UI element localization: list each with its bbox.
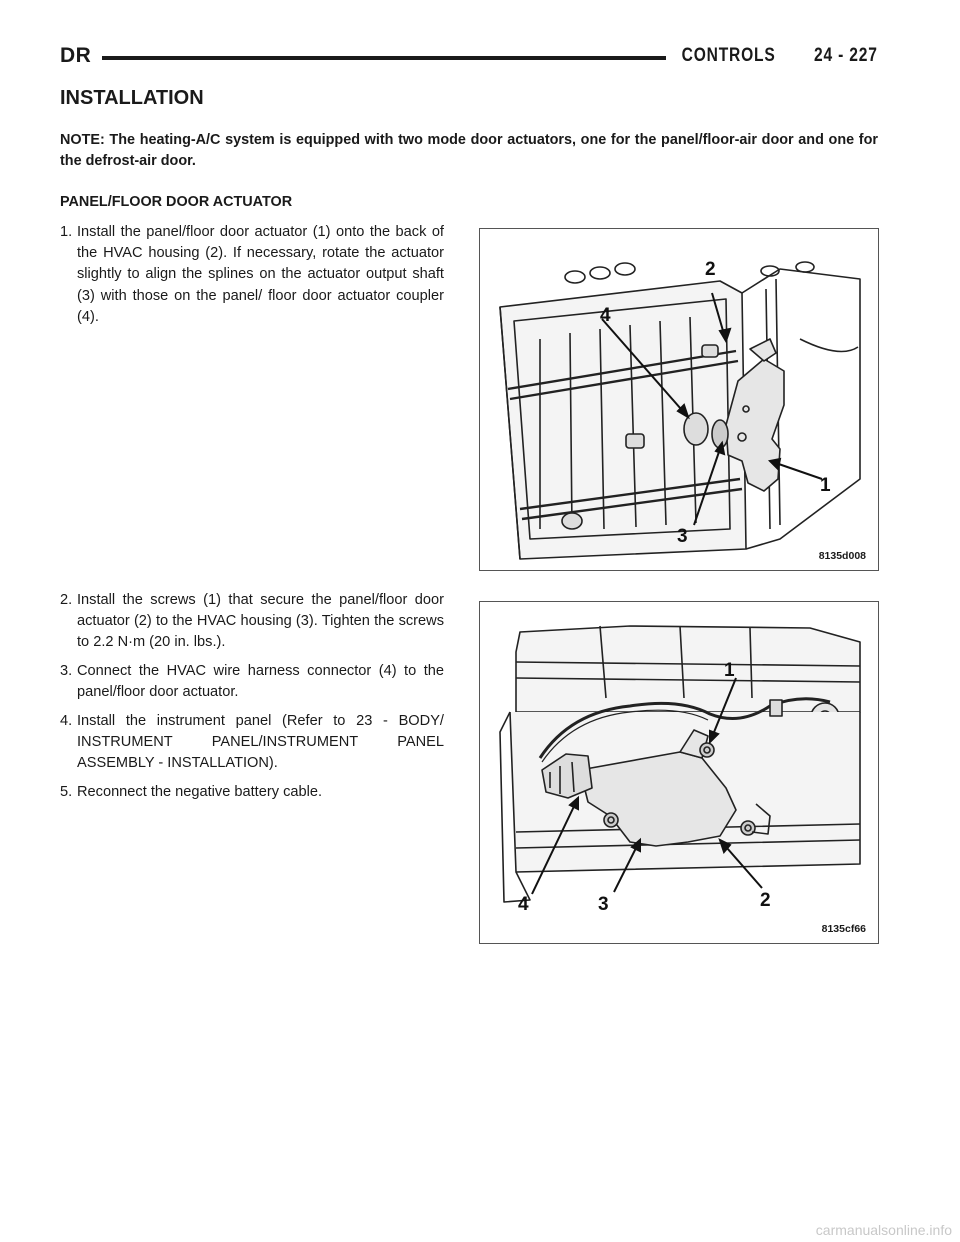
page-number: 24 - 227: [814, 45, 878, 66]
callout-3: 3: [677, 526, 688, 547]
step-number: 4.: [60, 713, 73, 729]
section-subheading: PANEL/FLOOR DOOR ACTUATOR: [60, 194, 293, 210]
page-header: [60, 44, 878, 74]
model-code: DR: [60, 44, 92, 67]
step-4: [60, 711, 444, 775]
callout-4: 4: [518, 894, 529, 915]
step-number: 5.: [60, 784, 73, 800]
figure-id: 8135d008: [818, 550, 866, 562]
figure-actuator-screws-connector: [479, 601, 879, 944]
page-title: INSTALLATION: [60, 87, 204, 109]
step-number: 3.: [60, 663, 73, 679]
figure-illustration: [480, 602, 878, 943]
step-number: 2.: [60, 592, 73, 608]
step-2: [60, 590, 444, 654]
step-1: [60, 222, 444, 328]
section-name: CONTROLS: [682, 45, 776, 66]
figure-id: 8135cf66: [821, 923, 866, 935]
callout-3: 3: [598, 894, 609, 915]
step-text: Reconnect the negative battery cable.: [77, 784, 323, 800]
callout-2: 2: [705, 259, 716, 280]
step-3: [60, 661, 444, 703]
callout-4: 4: [600, 305, 611, 326]
header-rule: [102, 56, 666, 60]
watermark: carmanualsonline.info: [815, 1222, 952, 1238]
step-5: [60, 782, 444, 803]
step-text: Connect the HVAC wire harness connector (4) to the panel/floor door actuator.: [77, 663, 444, 701]
figure-illustration: [480, 229, 878, 570]
callout-1: 1: [724, 660, 735, 681]
step-number: 1.: [60, 224, 73, 240]
figure-actuator-onto-housing: [479, 228, 879, 571]
callout-2: 2: [760, 890, 771, 911]
step-text: Install the screws (1) that secure the panel/floor door actuator (2) to the HVAC housing (3). Tighten the screws to 2.2 N·m (20 in. lbs.).: [77, 592, 444, 651]
step-text: Install the panel/floor door actuator (1) onto the back of the HVAC housing (2). If necessary, rotate the actuator slightly to align the splines on the actuator output shaft (3) with those on the panel/ floor door actuator coupler (4).: [77, 224, 444, 325]
note-paragraph: NOTE: The heating-A/C system is equipped with two mode door actuators, one for the panel/floor-air door and one for the defrost-air door.: [60, 132, 878, 169]
callout-1: 1: [820, 475, 831, 496]
step-text: Install the instrument panel (Refer to 23 - BODY/ INSTRUMENT PANEL/INSTRUMENT PANEL ASSEMBLY - INSTALLATION).: [77, 713, 444, 772]
